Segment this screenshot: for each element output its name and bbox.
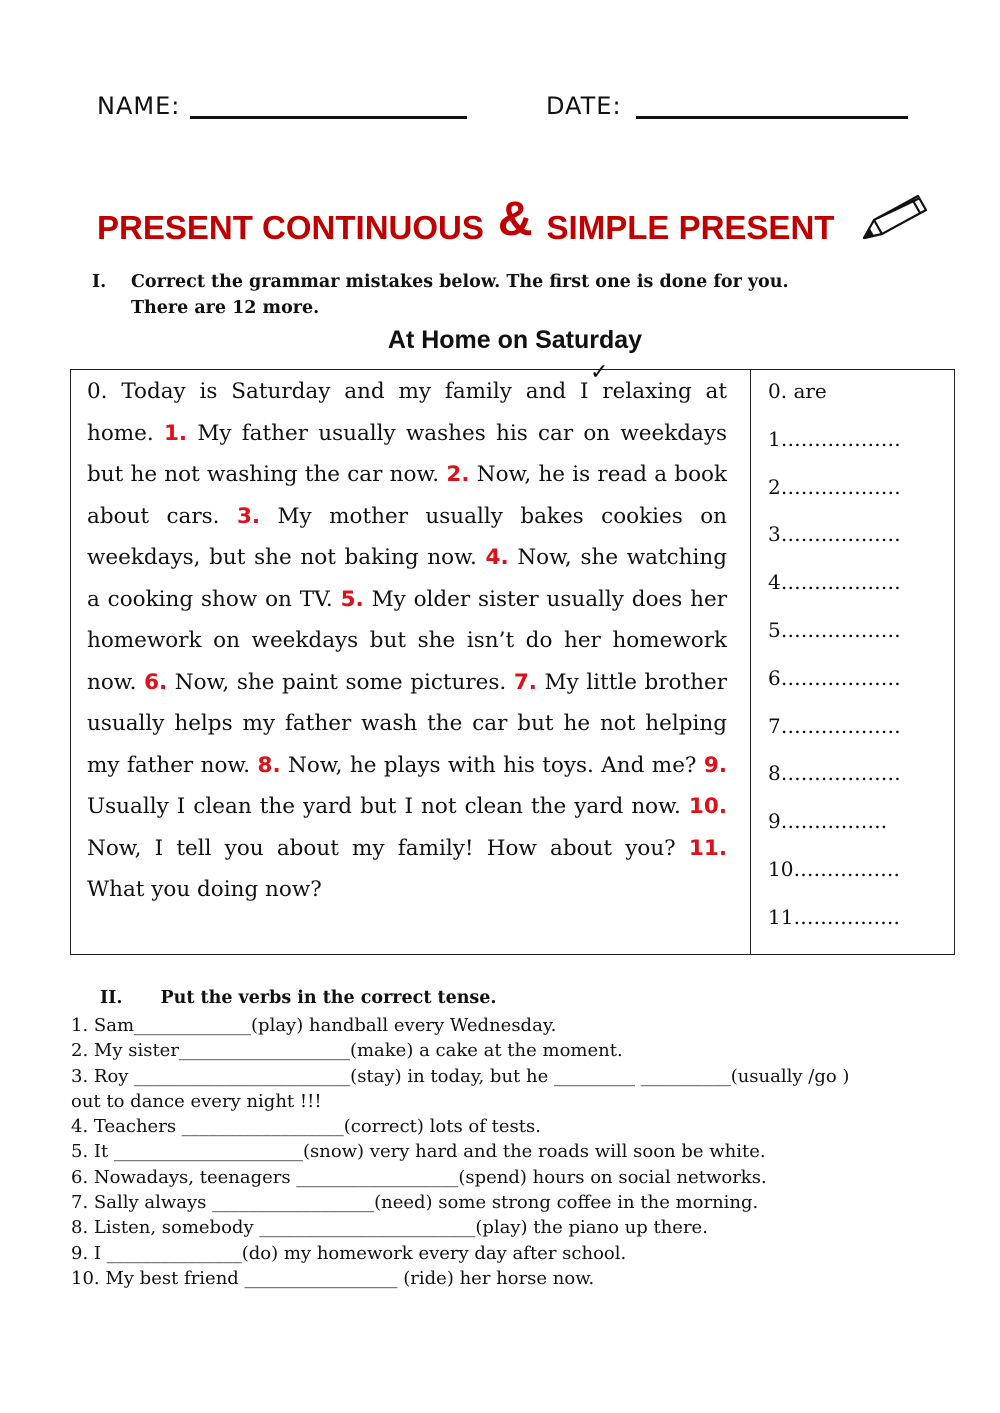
section1-instruction-line1: Correct the grammar mistakes below. The first one is done for you. bbox=[131, 272, 789, 292]
story-text: My older sister usually does her homework on weekdays but she isn’t do her homework now. bbox=[87, 586, 727, 695]
pencil-icon bbox=[860, 188, 932, 244]
story-number: 5. bbox=[340, 586, 364, 612]
story-text: My mother usually bakes cookies on weekdays, but she not baking now. bbox=[87, 503, 727, 570]
story-number: 11. bbox=[688, 835, 727, 861]
answer-slot[interactable]: 2……………… bbox=[768, 474, 901, 499]
exercise-item[interactable]: 9. I _______________(do) my homework every day after school. bbox=[71, 1242, 627, 1264]
answer-slot[interactable]: 0. are bbox=[768, 379, 827, 403]
story-paragraph bbox=[87, 371, 727, 911]
answer-slot[interactable]: 3……………… bbox=[768, 522, 901, 547]
exercise-item[interactable]: 5. It _____________________(snow) very hard and the roads will soon be white. bbox=[71, 1141, 766, 1163]
answer-column bbox=[768, 372, 948, 946]
story-text: My father usually washes his car on weekdays but he not washing the car now. bbox=[87, 420, 727, 487]
story-text: Now, she watching a cooking show on TV. bbox=[87, 545, 727, 612]
story-text: Now, I tell you about my family! How about you? bbox=[87, 835, 689, 861]
check-mark-icon: ✓ bbox=[590, 360, 609, 385]
answer-slot[interactable]: 11……………. bbox=[768, 904, 900, 929]
name-label: NAME: bbox=[97, 92, 181, 120]
story-text: What you doing now? bbox=[87, 877, 322, 902]
title-left: PRESENT CONTINUOUS bbox=[97, 209, 484, 246]
section1-instruction-line2: There are 12 more. bbox=[131, 298, 320, 318]
exercise-item[interactable]: 10. My best friend _________________ (ride) her horse now. bbox=[71, 1267, 595, 1289]
exercise-item[interactable]: out to dance every night !!! bbox=[71, 1090, 322, 1112]
story-number: 7. bbox=[513, 669, 537, 695]
page-title bbox=[97, 193, 835, 251]
story-number: 3. bbox=[236, 503, 261, 529]
story-number: 4. bbox=[485, 545, 509, 570]
date-label: DATE: bbox=[546, 92, 622, 120]
story-text: relaxing at home. bbox=[87, 379, 728, 446]
story-number: 1. bbox=[163, 420, 188, 446]
date-field-line[interactable] bbox=[636, 116, 908, 119]
exercise-item[interactable]: 6. Nowadays, teenagers __________________(spend) hours on social networks. bbox=[71, 1166, 767, 1188]
answer-slot[interactable]: 6……………… bbox=[768, 665, 901, 690]
story-number: 8. bbox=[257, 752, 281, 778]
exercise-item[interactable]: 1. Sam_____________(play) handball every Wednesday. bbox=[71, 1015, 557, 1036]
answer-slot[interactable]: 7……………… bbox=[768, 713, 901, 738]
story-title: At Home on Saturday bbox=[387, 326, 643, 354]
story-text: Now, he is read a book about cars. bbox=[87, 462, 727, 529]
story-text: Now, she paint some pictures. bbox=[167, 669, 514, 695]
section1-numeral: I. bbox=[92, 272, 107, 292]
answer-slot[interactable]: 8……………… bbox=[768, 761, 901, 786]
exercise-item[interactable]: 7. Sally always __________________(need) some strong coffee in the morning. bbox=[71, 1192, 759, 1214]
story-number: 9. bbox=[703, 752, 727, 778]
story-text: My little brother usually helps my father wash the car but he not helping my father now. bbox=[87, 669, 727, 778]
exercise-item[interactable]: 4. Teachers __________________(correct) lots of tests. bbox=[71, 1116, 541, 1138]
answer-slot[interactable]: 4……………… bbox=[768, 570, 901, 595]
exercise-item[interactable]: 8. Listen, somebody ________________________(play) the piano up there. bbox=[71, 1217, 708, 1239]
title-ampersand: & bbox=[497, 193, 533, 246]
box-divider bbox=[750, 369, 751, 955]
section2-numeral: II. bbox=[100, 988, 123, 1008]
title-right: SIMPLE PRESENT bbox=[546, 209, 835, 246]
exercise-item[interactable]: 3. Roy ________________________(stay) in today, but he _________ __________(usually /go ) bbox=[71, 1065, 850, 1087]
story-text: Now, he plays with his toys. And me? bbox=[280, 752, 704, 778]
answer-slot[interactable]: 10……………. bbox=[768, 856, 900, 881]
story-number: 10. bbox=[688, 794, 727, 819]
answer-slot[interactable]: 5……………… bbox=[768, 617, 901, 642]
exercise-item[interactable]: 2. My sister___________________(make) a cake at the moment. bbox=[71, 1040, 623, 1062]
section2-heading bbox=[100, 988, 497, 1008]
story-number: 6. bbox=[144, 669, 168, 695]
section2-instruction: Put the verbs in the correct tense. bbox=[160, 988, 497, 1008]
exercise-list bbox=[71, 1013, 951, 1291]
story-text: Usually I clean the yard but I not clean the yard now. bbox=[87, 794, 689, 819]
answer-slot[interactable]: 1……………… bbox=[768, 426, 901, 451]
story-number: 2. bbox=[446, 462, 470, 487]
story-text: 0. Today is Saturday and my family and I bbox=[87, 379, 589, 404]
name-field-line[interactable] bbox=[190, 116, 467, 119]
answer-slot[interactable]: 9……………. bbox=[768, 809, 888, 834]
